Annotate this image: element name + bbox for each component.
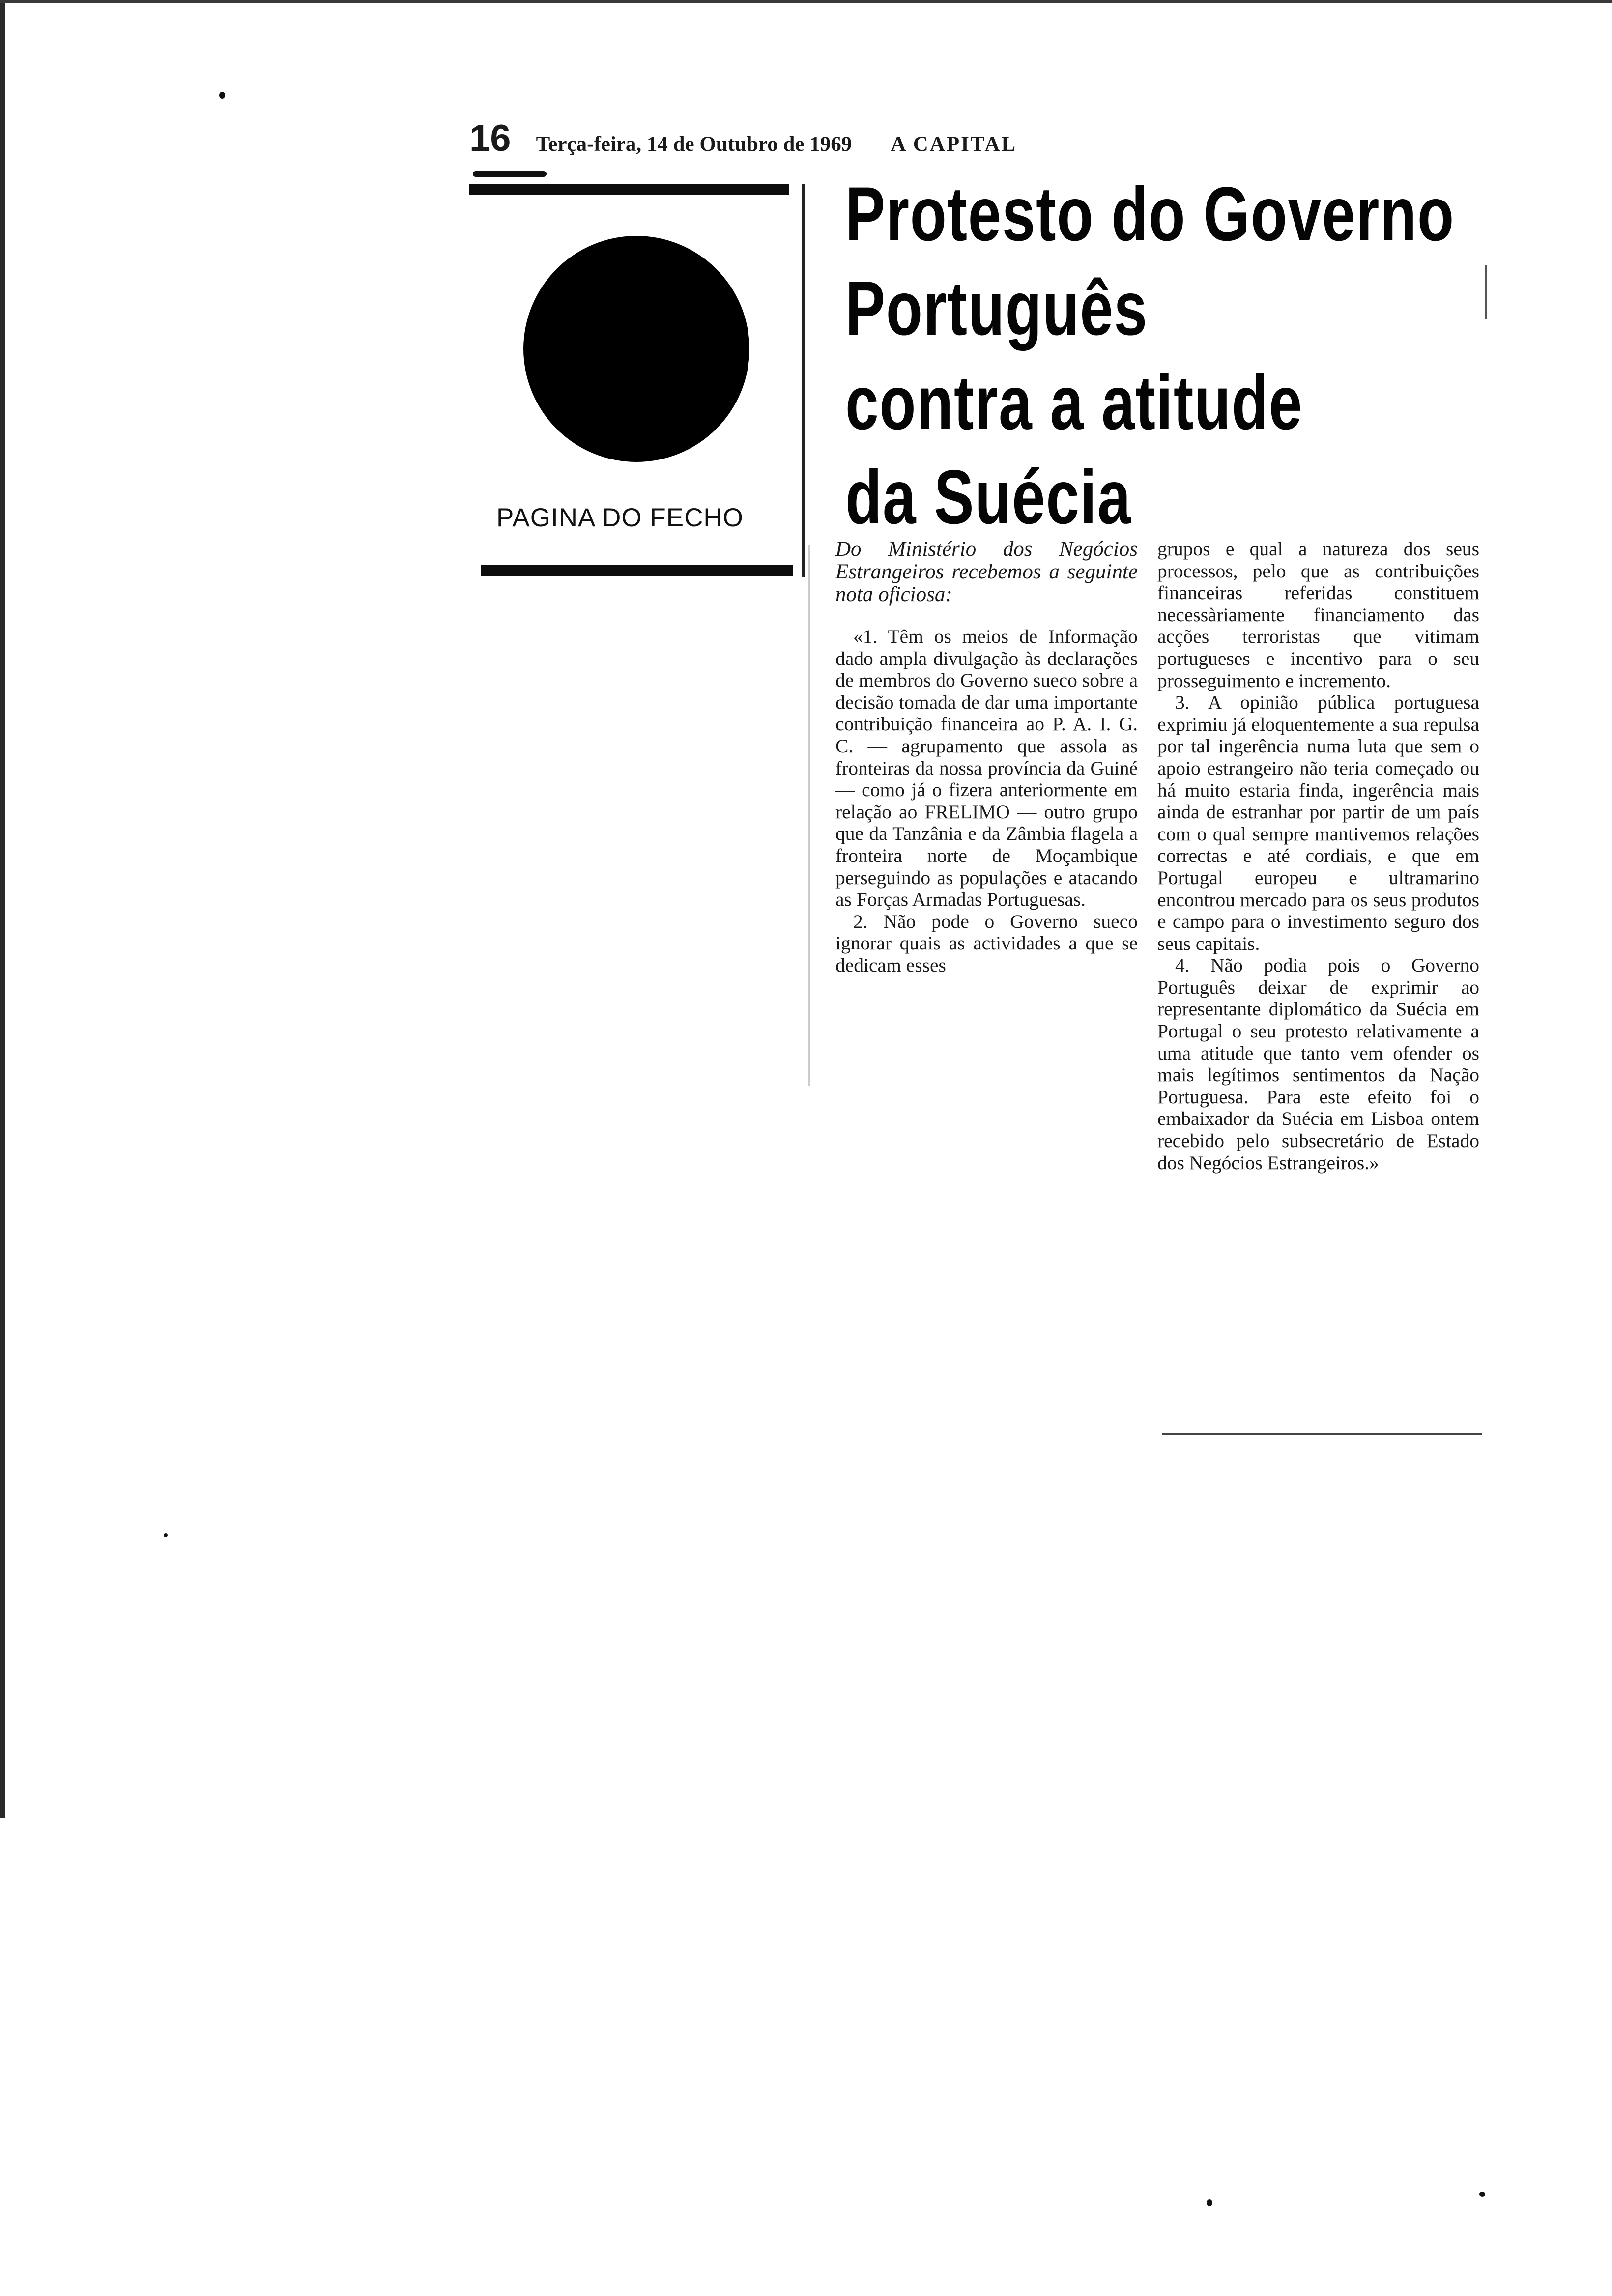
headline-line: Protesto do Governo	[845, 172, 1455, 257]
section-rule-bottom	[481, 565, 793, 576]
article-paragraph: «1. Têm os meios de Informação dado ampla divulgação às declarações de membros do Governo sueco sobre a decisão tomada de dar uma importante contribuição financeira ao P. A. I. G. C. — agrupamento que assola as fronteiras da nossa província da Guiné — como já o fizera anteriormente em relação ao FRELIMO — outro grupo que da Tanzânia e da Zâmbia flagela a fronteira norte de Moçambique perseguindo as populações e atacando as Forças Armadas Portuguesas.	[835, 626, 1138, 911]
article-paragraph: 3. A opinião pública portuguesa exprimiu já eloquentemente a sua repulsa por tal ingerência numa luta que sem o apoio estrangeiro não teria começado ou há muito estaria finda, ingerência mais ainda de estranhar por partir de um país com o qual sempre mantivemos relações correctas e até cordiais, e que em Portugal europeu e ultramarino encontrou mercado para os seus produtos e campo para o investimento seguro dos seus capitais.	[1157, 691, 1479, 954]
headline-line: da Suécia	[845, 455, 1132, 540]
page-header	[469, 117, 1017, 160]
section-rule-top	[469, 184, 789, 195]
section-emblem-circle	[523, 236, 749, 462]
article-end-rule	[1162, 1433, 1482, 1435]
newspaper-name: A CAPITAL	[891, 133, 1017, 156]
column-gutter-line	[808, 545, 810, 1086]
article-column-1	[835, 538, 1138, 976]
headline-line: Português	[845, 266, 1148, 351]
article-column-2	[1157, 538, 1479, 1174]
scan-speck	[164, 1533, 168, 1537]
scan-edge-left	[0, 0, 5, 1818]
issue-date: Terça-feira, 14 de Outubro de 1969	[536, 133, 852, 156]
column-separator	[802, 184, 805, 577]
article-paragraph: 4. Não podia pois o Governo Português deixar de exprimir ao representante diplomático da Suécia em Portugal o seu protesto relativamente a uma atitude que tanto vem ofender os mais legítimos sentimentos da Nação Portuguesa. Para este efeito foi o embaixador da Suécia em Lisboa ontem recebido pelo subsecretário de Estado dos Negócios Estrangeiros.»	[1157, 954, 1479, 1174]
page-number-underline	[473, 171, 547, 177]
headline	[845, 167, 1455, 545]
article-paragraph: 2. Não pode o Governo sueco ignorar quais as actividades a que se dedicam esses	[835, 910, 1138, 976]
headline-line: contra a atitude	[845, 360, 1303, 446]
page-number: 16	[469, 117, 511, 159]
section-label: PAGINA DO FECHO	[496, 503, 744, 532]
margin-mark	[1485, 265, 1487, 319]
scan-speck	[1207, 2199, 1212, 2206]
article-paragraph: grupos e qual a natureza dos seus processos, pelo que as contribuições financeiras referidas constituem necessàriamente financiamento das acções terroristas que vitimam portugueses e incentivo para o seu prosseguimento e incremento.	[1157, 538, 1479, 691]
article-lead: Do Ministério dos Negócios Estrangeiros recebemos a seguinte nota oficiosa:	[835, 538, 1138, 606]
scan-edge-top	[0, 0, 1612, 3]
scan-speck	[1479, 2192, 1485, 2197]
scan-speck	[219, 92, 225, 99]
